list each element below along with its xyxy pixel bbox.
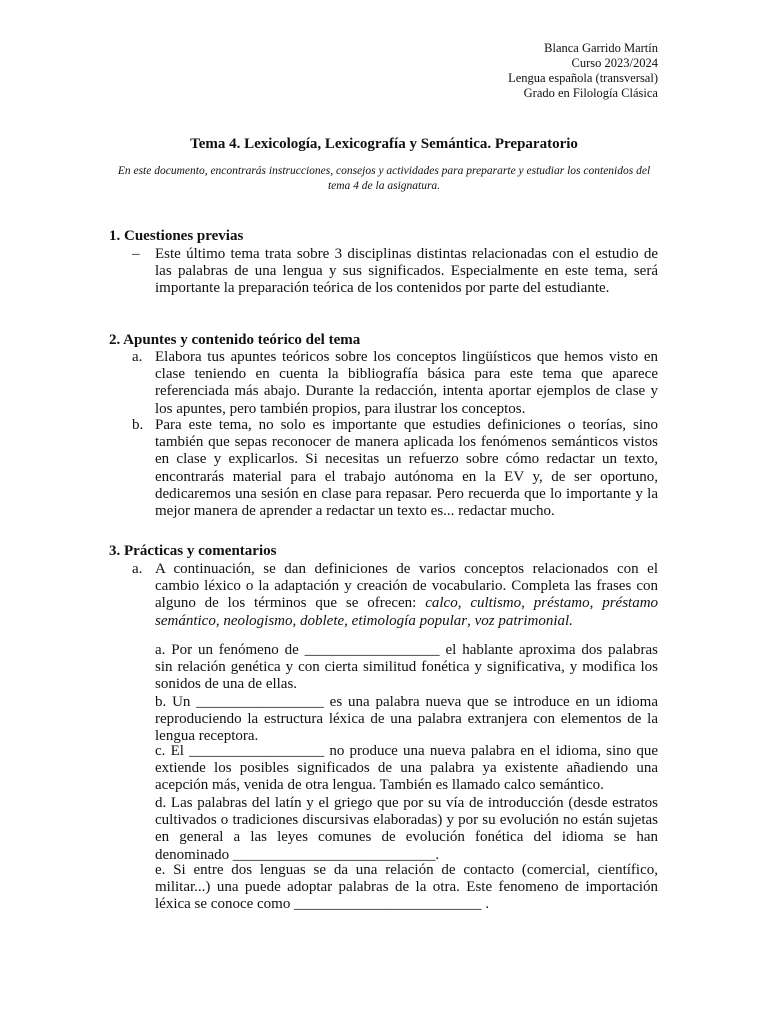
- term-end: .: [569, 612, 573, 629]
- exercise-text: .: [435, 846, 440, 863]
- list-marker-a: a.: [132, 349, 143, 365]
- section-1-title: 1. Cuestiones previas: [109, 228, 244, 244]
- section-3-intro-text: A continuación, se dan definiciones de varios conceptos relacionados con el cambio léxico o la adaptación y creación de vocabulario. Completa las frases con alguno de los términos que se ofrecen:: [155, 561, 658, 612]
- term-prestamo-semantico: préstamo semántico: [155, 595, 659, 629]
- section-3-item-a: [155, 561, 658, 630]
- document-title: Tema 4. Lexicología, Lexicografía y Semántica. Preparatorio: [190, 136, 578, 152]
- term-etimologia-popular: etimología popular: [351, 612, 468, 629]
- section-2-item-a: Elabora tus apuntes teóricos sobre los conceptos lingüísticos que hemos visto en clase teniendo en cuenta la bibliografía básica para este tema que aparece referenciada más abajo. Durante la redacción, intenta aportar ejemplos de clase y los apuntes, pero también propios, para ilustrar los conceptos.: [155, 349, 658, 417]
- fill-blank: __________________: [189, 743, 325, 759]
- fill-blank: _________________________: [294, 896, 482, 913]
- exercise-c: [155, 743, 658, 795]
- exercise-label: b. Un: [155, 694, 191, 710]
- exercise-d: [155, 795, 658, 864]
- term-separator: ,: [467, 612, 475, 629]
- exercise-label: d. Las palabras del latín y el griego que por su vía de introducción (desde estratos cultivados o tradiciones discursivas elaboradas) y por su evolución no están sujetas en general a las leyes comunes de evolución fonética del idioma se han denominado: [155, 795, 658, 863]
- exercise-label: a. Por un fenómeno de: [155, 642, 299, 658]
- document-header: [508, 41, 658, 101]
- term-separator: ,: [292, 612, 300, 629]
- term-neologismo: neologismo: [223, 612, 293, 629]
- term-calco: calco: [425, 595, 458, 612]
- exercise-e: [155, 862, 658, 914]
- term-separator: ,: [457, 595, 471, 612]
- section-2-item-b: Para este tema, no solo es importante que estudies definiciones o teorías, sino también que sepas reconocer de manera aplicada los fenómenos semánticos vistos en clase y explicarlos. Si necesitas un refuerzo sobre cómo redactar un texto, encontrarás material para el trabajo autónoma en la EV y, de ser oportuno, dedicaremos una sesión en clase para repasar. Pero recuerda que lo importante y la mejor manera de aprender a redactar un texto es... redactar mucho.: [155, 417, 658, 520]
- dash-bullet: –: [132, 246, 140, 262]
- exercise-b: [155, 694, 658, 746]
- list-marker-b: b.: [132, 417, 144, 433]
- term-separator: ,: [215, 612, 224, 629]
- course-year: Curso 2023/2024: [571, 56, 658, 70]
- term-separator: ,: [344, 612, 352, 629]
- term-prestamo: préstamo: [533, 595, 590, 612]
- exercise-label: e. Si entre dos lenguas se da una relación de contacto (comercial, científico, militar...) una puede adoptar palabras de la otra. Este fenomeno de importación léxica se conoce como: [155, 862, 658, 913]
- fill-blank: ___________________________: [232, 846, 436, 863]
- section-1-text: Este último tema trata sobre 3 disciplinas distintas relacionadas con el estudio de las palabras de una lengua y sus significados. Especialmente en este tema, será importante la preparación teórica de los contenidos por parte del estudiante.: [155, 246, 658, 297]
- degree-name: Grado en Filología Clásica: [523, 86, 658, 100]
- exercise-label: c. El: [155, 743, 184, 759]
- exercise-text: .: [485, 896, 490, 913]
- term-doblete: doblete: [300, 612, 345, 629]
- exercise-text: el hablante aproxima dos palabras sin relación genética y con cierta similitud fonética y significativa, y modifica los sonidos de una de ellas.: [155, 642, 659, 693]
- term-voz-patrimonial: voz patrimonial: [474, 612, 570, 629]
- exercise-text: es una palabra nueva que se introduce en un idioma reproduciendo la estructura léxica de una palabra extranjera con elementos de la lengua receptora.: [155, 694, 659, 745]
- author-name: Blanca Garrido Martín: [544, 41, 658, 55]
- term-separator: ,: [589, 595, 603, 612]
- exercise-text: no produce una nueva palabra en el idioma, sino que extiende los posibles significados de una palabra ya existente añadiendo una acepción más, venida de otra lengua. También es llamado calco semántico.: [155, 743, 659, 794]
- fill-blank: _________________: [196, 694, 324, 710]
- term-separator: ,: [521, 595, 534, 612]
- fill-blank: __________________: [304, 642, 440, 658]
- exercise-a: [155, 642, 658, 694]
- section-2-title: 2. Apuntes y contenido teórico del tema: [109, 332, 361, 348]
- term-cultismo: cultismo: [470, 595, 522, 612]
- subject-name: Lengua española (transversal): [508, 71, 658, 85]
- list-marker-a: a.: [132, 561, 143, 577]
- document-intro: En este documento, encontrarás instrucciones, consejos y actividades para prepararte y estudiar los contenidos del tema 4 de la asignatura.: [117, 165, 651, 192]
- section-3-title: 3. Prácticas y comentarios: [109, 543, 277, 559]
